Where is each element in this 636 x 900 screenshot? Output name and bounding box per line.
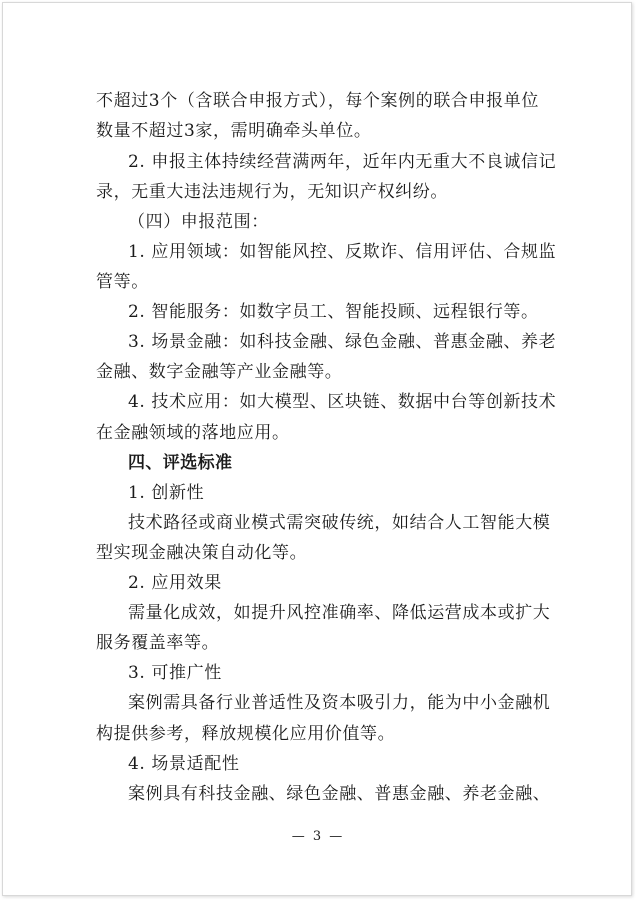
paragraph-line: 不超过3个（含联合申报方式），每个案例的联合申报单位 [96,91,539,111]
paragraph-line: 构提供参考，释放规模化应用价值等。 [96,724,396,744]
paragraph-line: 4. 技术应用：如大模型、区块链、数据中台等创新技术 [128,392,557,412]
paragraph-line: 3. 场景金融：如科技金融、绿色金融、普惠金融、养老 [128,332,557,352]
criteria-heading: 4. 场景适配性 [128,754,240,774]
paragraph-line: 在金融领域的落地应用。 [96,423,290,443]
paragraph-line: 管等。 [96,272,149,292]
paragraph-line: 2. 智能服务：如数字员工、智能投顾、远程银行等。 [128,302,539,322]
paragraph-line: 2. 申报主体持续经营满两年，近年内无重大不良诚信记 [128,152,557,172]
paragraph-line: 案例需具备行业普适性及资本吸引力，能为中小金融机 [128,693,551,713]
paragraph-line: 技术路径或商业模式需突破传统，如结合人工智能大模 [128,513,551,533]
criteria-heading: 2. 应用效果 [128,573,222,593]
paragraph-line: 数量不超过3家，需明确牵头单位。 [96,121,372,141]
page-number: — 3 — [291,829,345,844]
paragraph-line: 录，无重大违法违规行为，无知识产权纠纷。 [96,182,448,202]
section-subheading: （四）申报范围： [128,212,269,232]
paragraph-line: 案例具有科技金融、绿色金融、普惠金融、养老金融、 [128,784,551,804]
section-heading: 四、评选标准 [128,453,233,473]
paragraph-line: 1. 应用领域：如智能风控、反欺诈、信用评估、合规监 [128,242,557,262]
paragraph-line: 金融、数字金融等产业金融等。 [96,362,343,382]
criteria-heading: 1. 创新性 [128,483,205,503]
paragraph-line: 型实现金融决策自动化等。 [96,543,308,563]
paragraph-line: 需量化成效，如提升风控准确率、降低运营成本或扩大 [128,603,551,623]
criteria-heading: 3. 可推广性 [128,663,222,683]
paragraph-line: 服务覆盖率等。 [96,633,220,653]
